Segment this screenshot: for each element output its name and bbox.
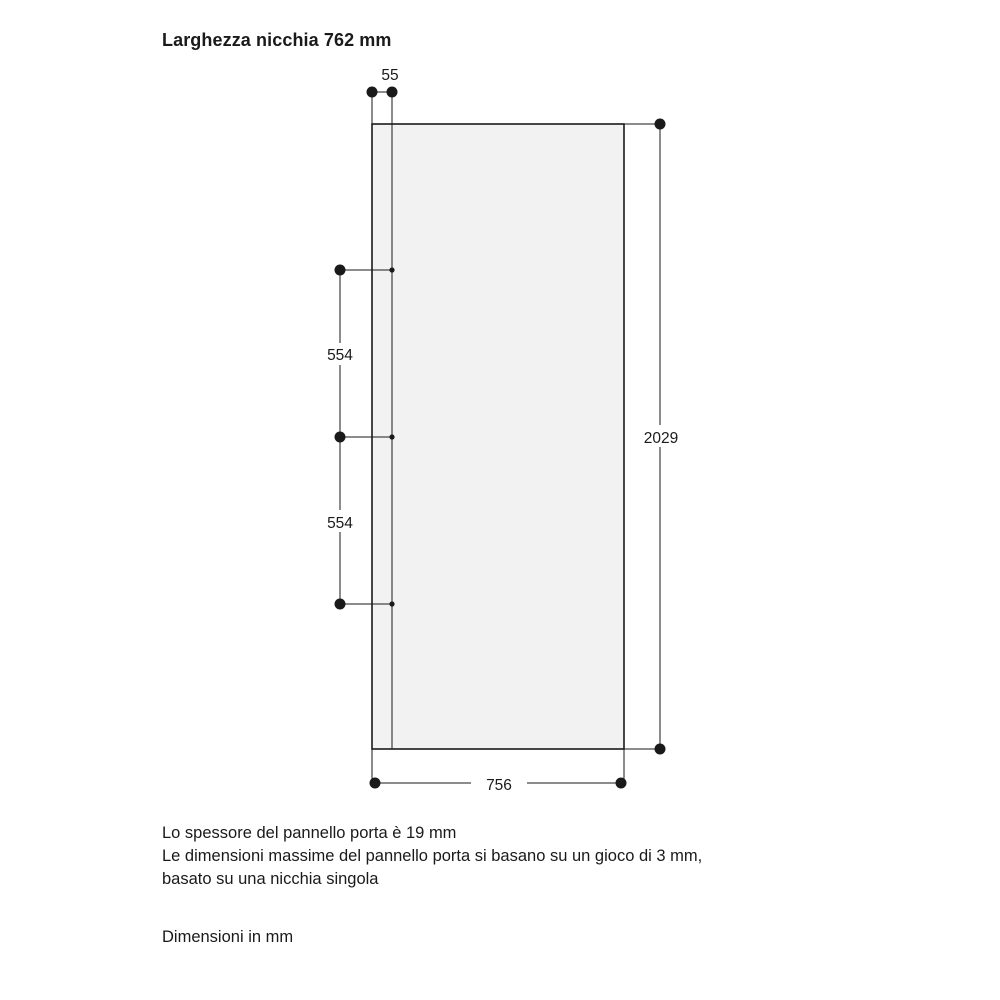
dim-756-dot-right bbox=[616, 778, 627, 789]
dim-554-dot-bottom bbox=[335, 599, 346, 610]
note-line-3: basato su una nicchia singola bbox=[162, 870, 379, 888]
door-panel-outline bbox=[372, 124, 624, 749]
note-line-1: Lo spessore del pannello porta è 19 mm bbox=[162, 824, 457, 842]
dim-2029-dot-bottom bbox=[655, 744, 666, 755]
dim-label-756: 756 bbox=[486, 777, 512, 794]
dim-label-554-lower: 554 bbox=[327, 515, 353, 532]
dim-label-554-upper: 554 bbox=[327, 347, 353, 364]
page-title: Larghezza nicchia 762 mm bbox=[162, 30, 392, 50]
dim-756-dot-left bbox=[370, 778, 381, 789]
dim-label-2029: 2029 bbox=[643, 430, 679, 447]
dim-2029-dot-top bbox=[655, 119, 666, 130]
note-units: Dimensioni in mm bbox=[162, 928, 294, 946]
dim-554-dot-top bbox=[335, 265, 346, 276]
dim-55-dot-left bbox=[367, 87, 378, 98]
notes-panel-thickness bbox=[162, 822, 702, 891]
note-line-2: Le dimensioni massime del pannello porta si basano su un gioco di 3 mm, bbox=[162, 847, 703, 865]
dim-554-dot-mid bbox=[335, 432, 346, 443]
dim-label-55: 55 bbox=[381, 67, 399, 84]
notes-units bbox=[162, 926, 293, 949]
